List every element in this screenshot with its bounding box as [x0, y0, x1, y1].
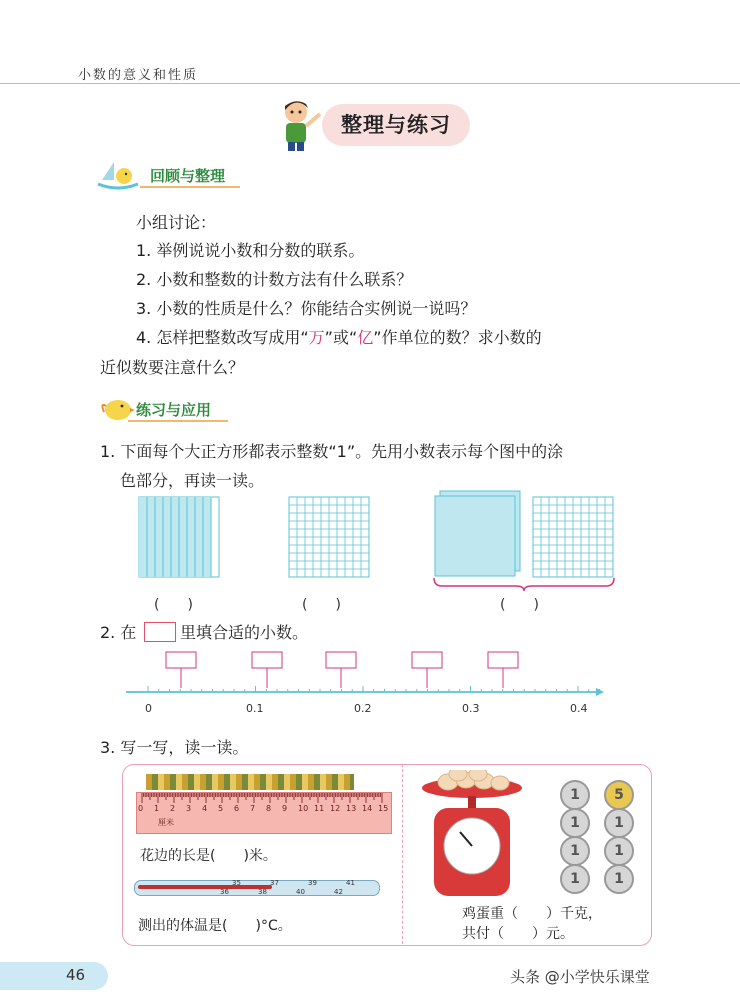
- thermometer-number: 42: [334, 888, 343, 896]
- ruler-number: 6: [234, 804, 240, 813]
- review-section-label: 回顾与整理: [150, 167, 226, 185]
- tick-label-0: 0: [145, 702, 152, 715]
- blank-box-3[interactable]: [326, 652, 358, 670]
- review-label-underline: [140, 186, 240, 188]
- page-number-bar: [0, 962, 108, 990]
- lace-strip: [146, 774, 354, 790]
- one-yuan-coin-icon: 1: [560, 780, 590, 810]
- ruler-number-row: [138, 804, 390, 816]
- ruler-number: 11: [314, 804, 325, 813]
- practice-section-label: 练习与应用: [136, 401, 212, 419]
- coin-grid: [560, 780, 636, 892]
- tick-label-3: 0.3: [462, 702, 480, 715]
- one-yuan-coin-icon: 1: [604, 836, 634, 866]
- one-yuan-coin-icon: 1: [560, 808, 590, 838]
- discussion-q1: 1. 举例说说小数和分数的联系。: [136, 241, 365, 260]
- whole-square-figure: [434, 490, 524, 580]
- ruler-number: 3: [186, 804, 192, 813]
- tick-label-4: 0.4: [570, 702, 588, 715]
- exercise-3-text: 3. 写一写，读一读。: [100, 738, 249, 757]
- ruler-number: 0: [138, 804, 144, 813]
- ruler-number: 1: [154, 804, 160, 813]
- thermometer-number: 40: [296, 888, 305, 896]
- ruler-number: 8: [266, 804, 272, 813]
- thermometer-number: 39: [308, 879, 317, 887]
- boy-mascot-icon: [276, 96, 324, 152]
- thermometer-number: 37: [270, 879, 279, 887]
- chapter-title: 小数的意义和性质: [78, 68, 199, 83]
- discussion-q4-cont: 近似数要注意什么？: [100, 358, 245, 377]
- lace-length-text: 花边的长是( )米。: [140, 848, 277, 864]
- exercise-2-text-b: 里填合适的小数。: [180, 623, 309, 642]
- answer-blank-3[interactable]: ( ): [500, 597, 539, 613]
- discussion-q2: 2. 小数和整数的计数方法有什么联系？: [136, 270, 413, 289]
- brace: [432, 576, 616, 592]
- page-number: 46: [66, 966, 86, 984]
- shaded-grid-figure: [532, 496, 614, 578]
- discussion-q4: 4. 怎样把整数改写成用“万”或“亿”作单位的数？求小数的: [136, 328, 542, 347]
- thermometer-number: 38: [258, 888, 267, 896]
- egg-weight-text: 鸡蛋重（ ）千克，: [462, 906, 602, 922]
- blank-box-5[interactable]: [488, 652, 520, 670]
- one-yuan-coin-icon: 1: [560, 864, 590, 894]
- one-yuan-coin-icon: 1: [560, 836, 590, 866]
- exercise-1-line1: 1. 下面每个大正方形都表示整数“1”。先用小数表示每个图中的涂: [100, 442, 564, 461]
- panel-divider: [402, 764, 404, 944]
- sample-box: [144, 622, 176, 642]
- thermometer-number: 36: [220, 888, 229, 896]
- answer-blank-1[interactable]: ( ): [154, 597, 193, 613]
- thermometer-scale: [212, 879, 362, 899]
- body-temp-text: 测出的体温是( )°C。: [138, 918, 292, 934]
- page-title: 整理与练习: [322, 104, 470, 146]
- hundredths-grid-figure: [288, 496, 370, 578]
- ruler-number: 14: [362, 804, 373, 813]
- one-yuan-coin-icon: 1: [604, 808, 634, 838]
- ruler-number: 13: [346, 804, 357, 813]
- ruler-unit: 厘米: [158, 818, 174, 827]
- kitchen-scale-icon: [418, 770, 528, 900]
- tick-label-2: 0.2: [354, 702, 372, 715]
- tick-label-1: 0.1: [246, 702, 264, 715]
- blank-box-2[interactable]: [252, 652, 284, 670]
- ruler-number: 9: [282, 804, 288, 813]
- tenths-square-figure: [138, 496, 220, 578]
- discussion-q3: 3. 小数的性质是什么？你能结合实例说一说吗？: [136, 299, 477, 318]
- ruler-number: 4: [202, 804, 208, 813]
- thermometer-number: 41: [346, 879, 355, 887]
- chick-icon: [96, 392, 136, 422]
- blank-box-4[interactable]: [412, 652, 444, 670]
- total-pay-text: 共付（ ）元。: [462, 926, 574, 942]
- ruler-number: 2: [170, 804, 176, 813]
- ruler-number: 7: [250, 804, 256, 813]
- practice-label-underline: [128, 420, 228, 422]
- five-jiao-coin-icon: 5: [604, 780, 634, 810]
- blank-box-1[interactable]: [181, 666, 213, 682]
- header-divider: [0, 83, 740, 84]
- ruler-number: 15: [378, 804, 389, 813]
- thermometer-number: 35: [232, 879, 241, 887]
- discussion-intro: 小组讨论：: [136, 213, 217, 232]
- ruler-number: 10: [298, 804, 309, 813]
- ruler-number: 12: [330, 804, 341, 813]
- exercise-1-line2: 色部分，再读一读。: [120, 471, 265, 490]
- one-yuan-coin-icon: 1: [604, 864, 634, 894]
- exercise-2-text-a: 2. 在: [100, 623, 137, 642]
- watermark: 头条 @小学快乐课堂: [510, 968, 650, 986]
- ruler-number: 5: [218, 804, 224, 813]
- answer-blank-2[interactable]: ( ): [302, 597, 341, 613]
- sailboat-chick-icon: [96, 158, 140, 192]
